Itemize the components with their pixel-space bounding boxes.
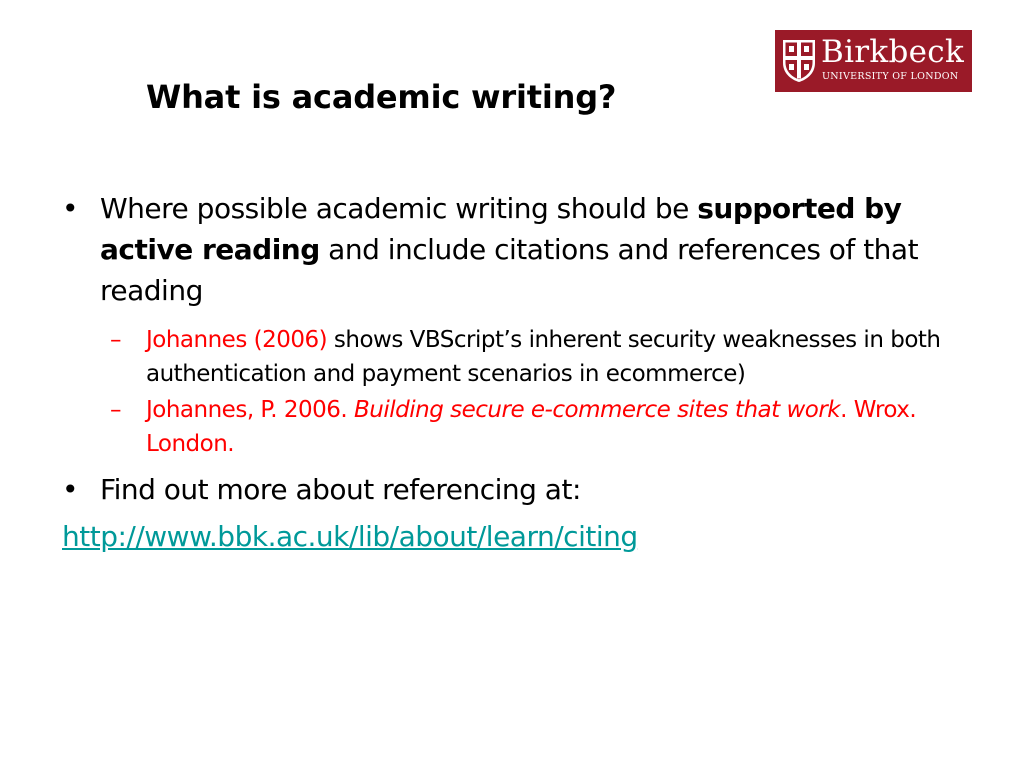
sub-bullet-item — [62, 323, 956, 391]
citing-link[interactable]: http://www.bbk.ac.uk/lib/about/learn/citing — [62, 520, 638, 553]
reference-title: Building secure e-commerce sites that work — [354, 397, 841, 423]
slide-title: What is academic writing? — [146, 78, 617, 116]
bullet-text: Where possible academic writing should be — [100, 192, 698, 225]
bullet-marker: • — [62, 192, 79, 225]
slide-body — [62, 188, 962, 510]
logo-subtitle: UNIVERSITY OF LONDON — [822, 71, 959, 82]
crest-icon — [782, 39, 816, 83]
logo-wordmark: Birkbeck — [821, 34, 965, 70]
bullet-text: Find out more about referencing at: — [100, 473, 581, 506]
sub-bullet-item — [62, 393, 956, 461]
citation-text: Johannes (2006) — [146, 327, 328, 353]
reference-author: Johannes, P. 2006. — [146, 397, 355, 423]
sub-bullet-marker: – — [110, 327, 121, 353]
link-line — [62, 517, 638, 557]
bullet-bold-text: supported by active reading — [100, 192, 902, 266]
reference-publisher: . Wrox. London. — [146, 397, 917, 457]
bullet-text-end: and include citations and references of that reading — [100, 233, 919, 307]
bullet-marker: • — [62, 473, 79, 506]
bullet-item — [62, 469, 960, 510]
bullet-item — [62, 188, 960, 311]
sub-bullet-marker: – — [110, 397, 121, 423]
birkbeck-logo — [775, 30, 972, 92]
sub-bullet-text: shows VBScript’s inherent security weaknesses in both authentication and payment scenarios in ecommerce) — [146, 327, 941, 387]
